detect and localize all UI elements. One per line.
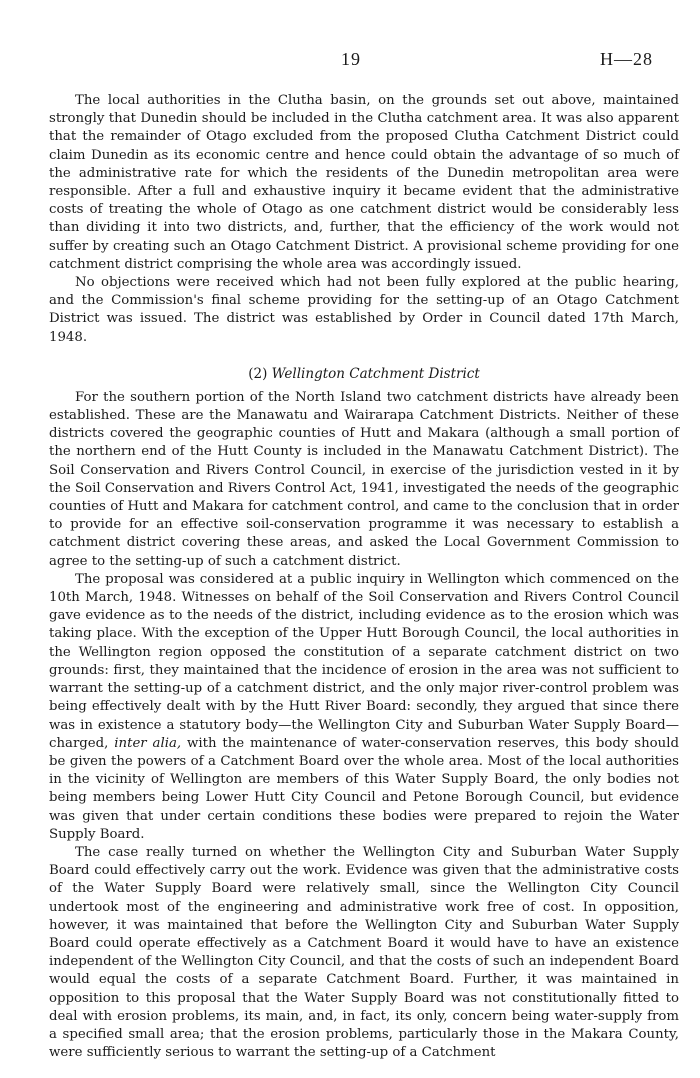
report-code: H—28 bbox=[600, 49, 653, 69]
inquiry-text-a: The proposal was considered at a public inquiry in Wellington which commenced on the 10th March, 1948. Witnesses on behalf of the Soil Conservation and Rivers Control Council gave evidence as to the needs of the district, including evidence as to the erosion which was taking place. With the exception of the Upper Hutt Borough Council, the local authorities in the Wellington region opposed the constitution of a separate catchment district on two grounds: first, they maintained that the incidence of erosion in the area was not sufficient to warrant the setting-up of a catchment district, and the only major river-control problem was being effectively dealt with by the Hutt River Board: secondly, they argued that since there was in existence a statutory body—the Wellington City and Suburban Water Supply Board—charged, bbox=[49, 571, 679, 751]
paragraph-wellington-inquiry bbox=[49, 571, 679, 844]
section-number: (2) bbox=[248, 365, 268, 382]
paragraph-otago-2: No objections were received which had not been fully explored at the public hearing, and the Commission's final scheme providing for the setting-up of an Otago Catchment District was issued. The district was established by Order in Council dated 17th March, 1948. bbox=[49, 275, 679, 345]
section-title: Wellington Catchment District bbox=[271, 365, 480, 382]
paragraph-wellington-3: The case really turned on whether the Wellington City and Suburban Water Supply Board could effectively carry out the work. Evidence was given that the administrative costs of the Water Supply Board were relatively small, since the Wellington City Council undertook most of the engineering and administrative work free of cost. In opposition, however, it was maintained that before the Wellington City and Suburban Water Supply Board could operate effectively as a Catchment Board it would have to have an existence independent of the Wellington City Council, and that the costs of such an independent Board would equal the costs of a separate Catchment Board. Further, it was maintained in opposition to this proposal that the Water Supply Board was not constitutionally fitted to deal with erosion problems, its main, and, in fact, its only, concern being water-supply from a specified small area; that the erosion problems, particularly those in the Makara County, were sufficiently serious to warrant the setting-up of a Catchment bbox=[49, 844, 679, 1061]
body-text bbox=[49, 92, 679, 1062]
inter-alia: inter alia, bbox=[114, 735, 182, 751]
paragraph-wellington-1: For the southern portion of the North Island two catchment districts have already been established. These are the Manawatu and Wairarapa Catchment Districts. Neither of these districts covered the geographic counties of Hutt and Makara (although a small portion of the northern end of the Hutt County is included in the Manawatu Catchment District). The Soil Conservation and Rivers Control Council, in exercise of the jurisdiction vested in it by the Soil Conservation and Rivers Control Act, 1941, investigated the needs of the geographic counties of Hutt and Makara for catchment control, and came to the conclusion that in order to provide for an effective soil-conservation programme it was necessary to establish a catchment district covering these areas, and asked the Local Government Commission to agree to the setting-up of such a catchment district. bbox=[49, 389, 679, 569]
inquiry-text-b: with the maintenance of water-conservation reserves, this body should be given the powers of a Catchment Board over the whole area. Most of the local authorities in the vicinity of Wellington are members of this Water Supply Board, the only bodies not being members being Lower Hutt City Council and Petone Borough Council, but evidence was given that under certain conditions these bodies were prepared to rejoin the Water Supply Board. bbox=[49, 735, 679, 842]
page-number: 19 bbox=[341, 49, 361, 69]
page-header bbox=[0, 49, 700, 71]
section-heading bbox=[49, 365, 679, 383]
paragraph-otago-1: The local authorities in the Clutha basin, on the grounds set out above, maintained strongly that Dunedin should be included in the Clutha catchment area. It was also apparent that the remainder of Otago excluded from the proposed Clutha Catchment District could claim Dunedin as its economic centre and hence could obtain the advantage of so much of the administrative rate for which the residents of the Dunedin metropolitan area were responsible. After a full and exhaustive inquiry it became evident that the administrative costs of treating the whole of Otago as one catchment district would be considerably less than dividing it into two districts, and, further, that the efficiency of the work would not suffer by creating such an Otago Catchment District. A provisional scheme providing for one catchment district comprising the whole area was accordingly issued. bbox=[49, 93, 679, 272]
